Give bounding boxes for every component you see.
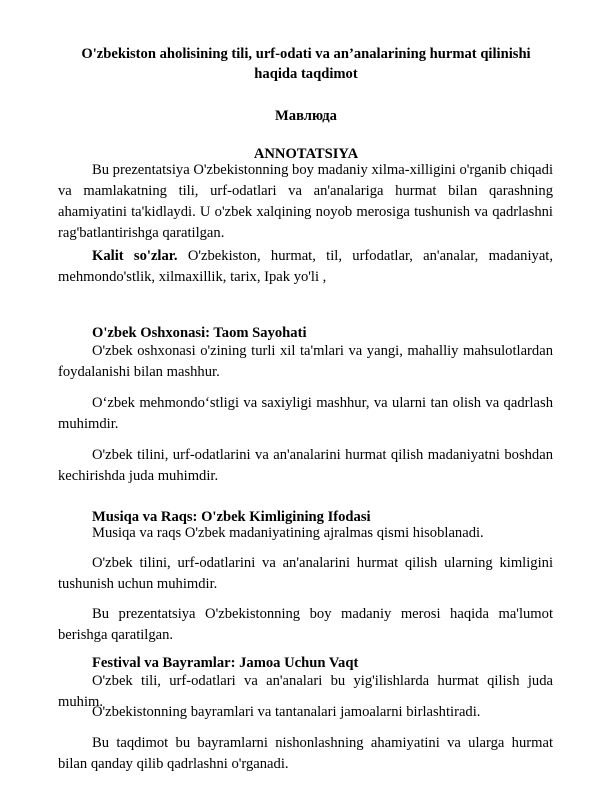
keywords-paragraph [58, 246, 553, 288]
author-name: Мавлюда [275, 108, 337, 124]
section-heading: Musiqa va Raqs: O'zbek Kimligining Ifodasi [92, 509, 371, 525]
annotation-paragraph: Bu prezentatsiya O'zbekistonning boy madaniy xilma-xilligini o'rganib chiqadi va mamlakatning tili, urf-odatlari va an'analariga hurmat bilan qarashning ahamiyatini ta'kidlaydi. U o'zbek xalqining noyob merosiga tushunish va qadrlashni rag'batlantirishga qaratilgan. [58, 162, 553, 241]
keywords-text: O'zbekiston, hurmat, til, urfodatlar, an'analar, madaniyat, mehmondo'stlik, xilmaxillik, tarix, Ipak yo'li , [58, 248, 553, 285]
section-heading: Festival va Bayramlar: Jamoa Uchun Vaqt [92, 655, 359, 671]
section-paragraph: O'zbek tilini, urf-odatlarini va an'analarini hurmat qilish madaniyatni boshdan kechirishda juda muhimdir. [58, 447, 553, 484]
document-title: O'zbekiston aholisining tili, urf-odati va an’analarining hurmat qilinishi haqida taqdimot [81, 46, 531, 82]
section-paragraph: Bu prezentatsiya O'zbekistonning boy madaniy merosi haqida ma'lumot berishga qaratilgan. [58, 606, 553, 643]
section-paragraph: O'zbek tili, urf-odatlari va an'analari bu yig'ilishlarda hurmat qilish juda muhim. [58, 673, 553, 710]
section-paragraph: O'zbek tilini, urf-odatlarini va an'analarini hurmat qilish ularning kimligini tushunish uchun muhimdir. [58, 555, 553, 592]
annotation-heading: ANNOTATSIYA [253, 146, 359, 162]
section-paragraph: O'zbek oshxonasi o'zining turli xil ta'mlari va yangi, mahalliy mahsulotlardan foydalanishi bilan mashhur. [58, 343, 553, 380]
keywords-label: Kalit so'zlar. [92, 248, 178, 264]
section-paragraph: O‘zbek mehmondo‘stligi va saxiyligi mashhur, va ularni tan olish va qadrlash muhimdir. [58, 395, 553, 432]
section-heading: O'zbek Oshxonasi: Taom Sayohati [92, 325, 307, 341]
section-paragraph: Bu taqdimot bu bayramlarni nishonlashning ahamiyatini va ularga hurmat bilan qanday qilib qadrlashni o'rganadi. [58, 735, 553, 772]
section-paragraph: Musiqa va raqs O'zbek madaniyatining ajralmas qismi hisoblanadi. [92, 525, 484, 541]
section-paragraph: O'zbekistonning bayramlari va tantanalari jamoalarni birlashtiradi. [92, 704, 481, 720]
